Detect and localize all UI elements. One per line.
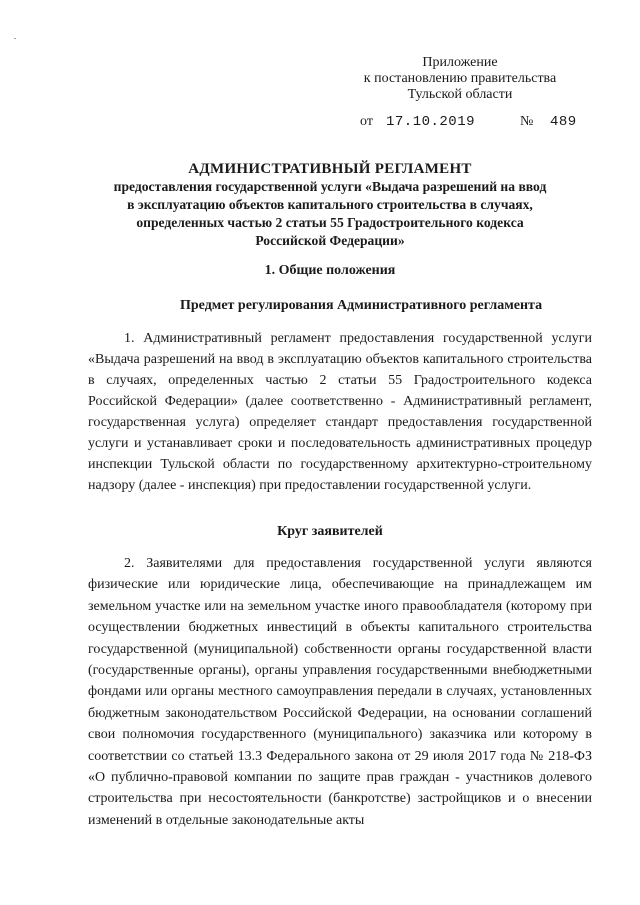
paragraph-1: 1. Административный регламент предоставления государственной услуги «Выдача разрешений на ввод в эксплуатацию объектов капитального строительства в случаях, определенных частью 2 статьи 55 Градостроительного кодекса Российской Федерации» (далее соответственно - Административный регламент, государственная услуга) определяет стандарт предоставления государственной услуги и устанавливает сроки и последовательность административных процедур инспекции Тульской области по государственному архитектурно-строительному надзору (далее - инспекция) при предоставлении государственной услуги. <box>88 331 592 493</box>
title-subtitle-line: предоставления государственной услуги «Выдача разрешений на ввод <box>113 179 547 194</box>
document-title <box>80 160 580 250</box>
title-main: АДМИНИСТРАТИВНЫЙ РЕГЛАМЕНТ <box>188 161 472 177</box>
decree-date-number <box>360 114 580 132</box>
paragraph-2: 2. Заявителями для предоставления государственной услуги являются физические или юридические лица, обеспечивающие на принадлежащем им земельном участке или на земельном участке иного правообладателя (которому при осуществлении бюджетных инвестиций в объекты капитального строительства государственной (муниципальной) собственности органы государственной власти (государственные органы), органы управления государственными внебюджетными фондами или органы местного самоуправления передали в случаях, установленных бюджетным законодательством Российской Федерации, на основании соглашений свои полномочия государственного (муниципального) заказчика или которому в соответствии со статьей 13.3 Федерального закона от 29 июля 2017 года № 218-ФЗ «О публично-правовой компании по защите прав граждан - участников долевого строительства при несостоятельности (банкротстве) застройщиков и о внесении изменений в отдельные законодательные акты <box>88 556 592 828</box>
decree-number-label: № <box>520 114 534 129</box>
subject-heading: Предмет регулирования Административного регламента <box>180 298 543 313</box>
title-subtitle-line: определенных частью 2 статьи 55 Градостроительного кодекса <box>136 215 524 230</box>
appendix-line-1: Приложение <box>422 55 498 70</box>
appendix-note <box>340 55 580 103</box>
decree-from-label: от <box>360 114 373 129</box>
title-subtitle-line: Российской Федерации» <box>255 233 405 248</box>
section-heading: 1. Общие положения <box>264 263 396 278</box>
decree-date: 17.10.2019 <box>386 114 476 130</box>
decree-number: 489 <box>550 114 577 130</box>
applicants-heading: Круг заявителей <box>277 524 383 539</box>
appendix-line-2: к постановлению правительства <box>363 71 557 86</box>
scan-artifact <box>14 38 16 39</box>
appendix-line-3: Тульской области <box>407 87 513 102</box>
title-subtitle-line: в эксплуатацию объектов капитального строительства в случаях, <box>127 197 533 212</box>
